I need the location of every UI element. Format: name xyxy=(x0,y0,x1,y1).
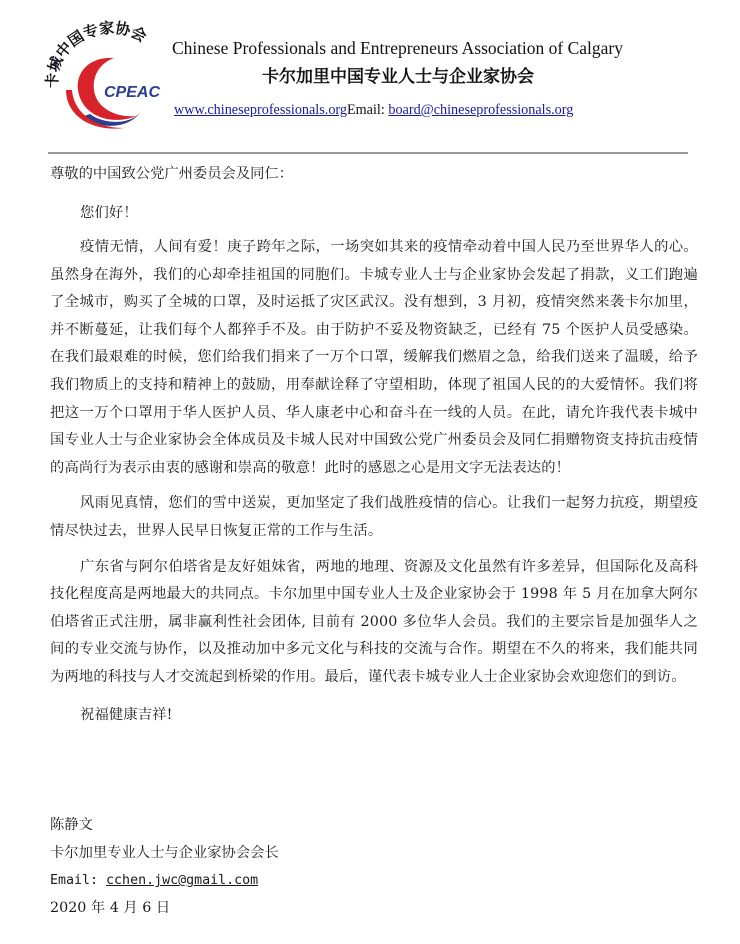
letter-date: 2020 年 4 月 6 日 xyxy=(50,900,171,917)
letter-body xyxy=(50,162,698,729)
signer-name: 陈静文 xyxy=(50,817,93,833)
org-name-chinese: 卡尔加里中国专业人士与企业家协会 xyxy=(262,67,534,87)
salutation: 尊敬的中国致公党广州委员会及同仁： xyxy=(50,166,294,182)
paragraph-1: 疫情无情，人间有爱！庚子跨年之际，一场突如其来的疫情牵动着中国人民乃至世界华人的心。虽然身在海外，我们的心却牵挂祖国的同胞们。卡城专业人士与企业家协会发起了捐款，义工们跑遍了全城市，购买了全城的口罩，及时运抵了灾区武汉。没有想到，3 月初，疫情突然来袭卡尔加里，并不断蔓延，让我们每个人都猝手不及。由于防护不妥及物资缺乏，已经有 75 个医护人员受感染。在我们最艰难的时候，您们给我们捐来了一万个口罩，缓解我们燃眉之急，给我们送来了温暖，给予我们物质上的支持和精神上的鼓励，用奉献诠释了守望相助，体现了祖国人民的的大爱情怀。我们将把这一万个口罩用于华人医护人员、华人康老中心和奋斗在一线的人员。在此，请允许我代表卡城中国专业人士与企业家协会全体成员及卡城人民对中国致公党广州委员会及同仁捐赠物资支持抗击疫情的高尚行为表示由衷的感谢和崇高的敬意！此时的感恩之心是用文字无法表达的！ xyxy=(50,239,698,476)
cpeac-logo xyxy=(44,20,164,132)
signature-block xyxy=(50,812,279,923)
email-link[interactable]: board@chineseprofessionals.org xyxy=(388,102,574,118)
org-name-english: Chinese Professionals and Entrepreneurs Association of Calgary xyxy=(172,38,624,58)
signer-email-line xyxy=(50,867,279,895)
paragraph-3: 广东省与阿尔伯塔省是友好姐妹省，两地的地理、资源及文化虽然有许多差异，但国际化及高科技化程度高是两地最大的共同点。卡尔加里中国专业人士及企业家协会于 1998 年 5 月在加拿大阿尔伯塔省正式注册，属非赢利性社会团体, 目前有 2000 多位华人会员。我们的主要宗旨是加强华人之间的专业交流与协作，以及推动加中多元文化与科技的交流与合作。期望在不久的将来，我们能共同为两地的科技与人才交流起到桥梁的作用。最后，谨代表卡城专业人士企业家协会欢迎您们的到访。 xyxy=(50,558,698,685)
letterhead xyxy=(0,0,740,152)
header-divider xyxy=(48,152,688,154)
logo-graphic xyxy=(44,20,164,132)
signer-email-link[interactable]: cchen.jwc@gmail.com xyxy=(106,873,259,889)
logo-acronym: CPEAC xyxy=(104,84,161,101)
closing: 祝福健康吉祥! xyxy=(80,706,173,723)
paragraph-2: 风雨见真情，您们的雪中送炭，更加坚定了我们战胜疫情的信心。让我们一起努力抗疫，期望疫情尽快过去，世界人民早日恢复正常的工作与生活。 xyxy=(50,495,698,539)
website-link[interactable]: www.chineseprofessionals.org xyxy=(174,102,347,118)
logo-arc-text: 卡城中国专家协会 xyxy=(44,20,150,89)
contact-line xyxy=(174,102,573,119)
greeting: 您们好！ xyxy=(80,205,138,221)
signer-title: 卡尔加里专业人士与企业家协会会长 xyxy=(50,844,279,861)
signer-email-label: Email: xyxy=(50,873,107,889)
email-label: Email: xyxy=(346,102,389,118)
